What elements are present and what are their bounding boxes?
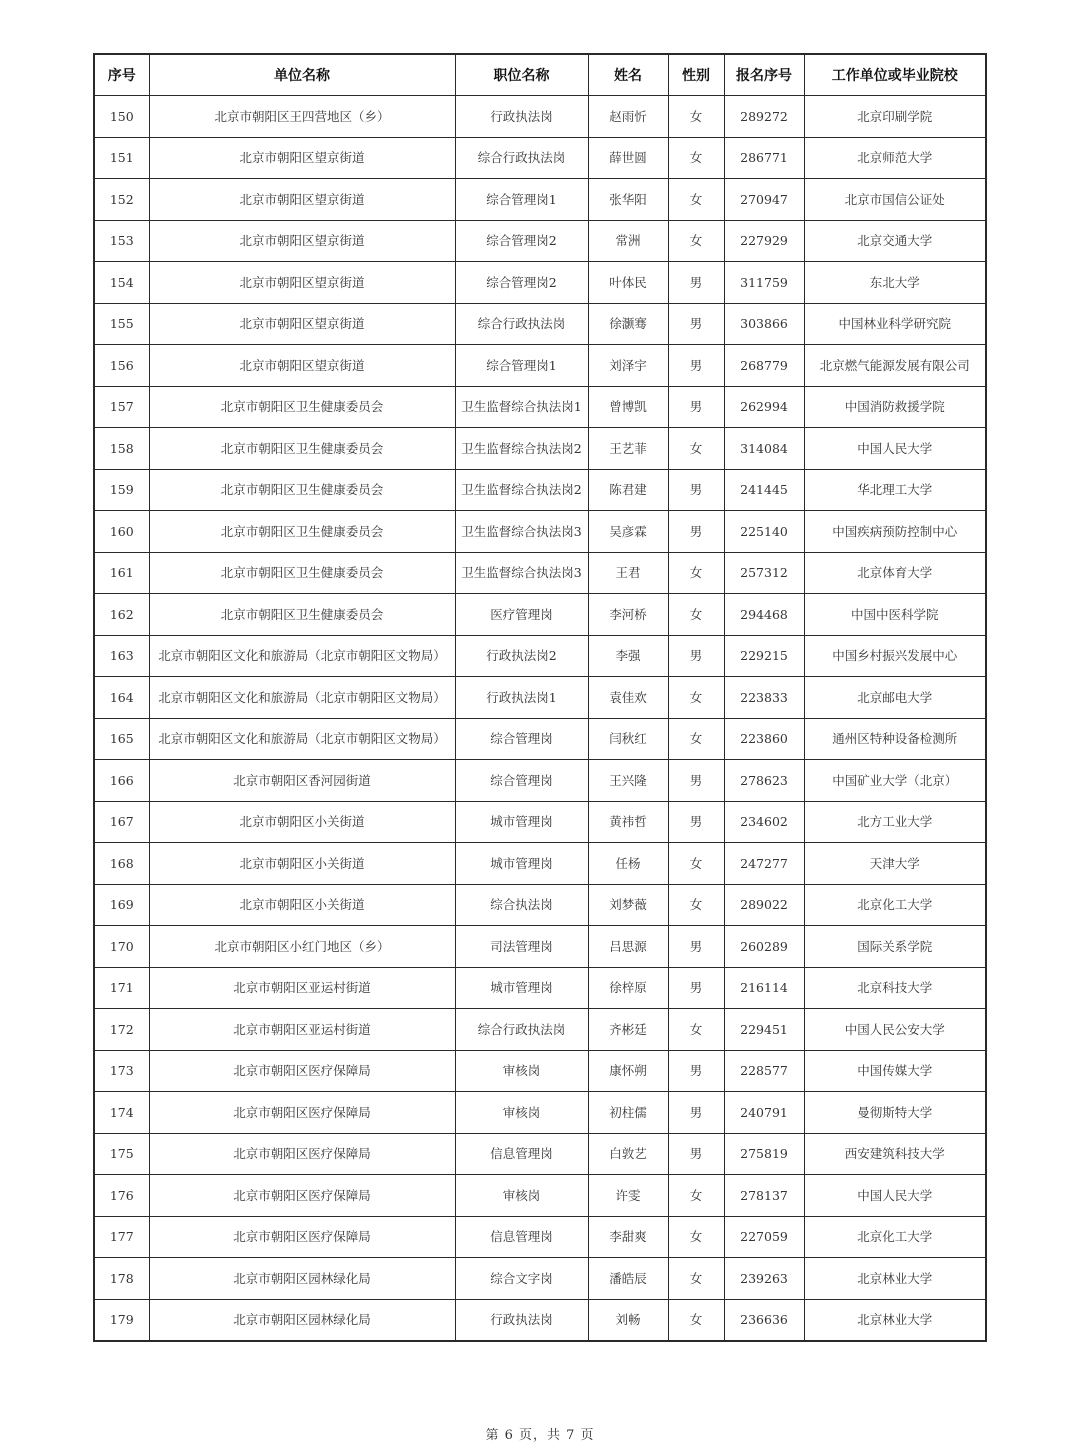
cell-position: 行政执法岗2	[455, 635, 588, 677]
cell-unit: 北京市朝阳区文化和旅游局（北京市朝阳区文物局）	[149, 677, 455, 719]
cell-position: 信息管理岗	[455, 1133, 588, 1175]
cell-name: 刘畅	[588, 1299, 668, 1341]
table-row	[94, 1050, 986, 1092]
cell-unit: 北京市朝阳区小关街道	[149, 801, 455, 843]
cell-serial: 155	[94, 303, 149, 345]
cell-gender: 男	[668, 1092, 724, 1134]
cell-unit: 北京市朝阳区卫生健康委员会	[149, 386, 455, 428]
table-row	[94, 843, 986, 885]
cell-unit: 北京市朝阳区卫生健康委员会	[149, 594, 455, 636]
cell-registration-no: 234602	[724, 801, 804, 843]
cell-serial: 169	[94, 884, 149, 926]
table-row	[94, 511, 986, 553]
cell-name: 李强	[588, 635, 668, 677]
cell-serial: 159	[94, 469, 149, 511]
cell-registration-no: 229451	[724, 1009, 804, 1051]
cell-registration-no: 289272	[724, 96, 804, 138]
cell-gender: 男	[668, 303, 724, 345]
cell-registration-no: 294468	[724, 594, 804, 636]
cell-employer-school: 天津大学	[804, 843, 986, 885]
cell-employer-school: 北京燃气能源发展有限公司	[804, 345, 986, 387]
cell-unit: 北京市朝阳区亚运村街道	[149, 967, 455, 1009]
cell-name: 任杨	[588, 843, 668, 885]
cell-unit: 北京市朝阳区医疗保障局	[149, 1216, 455, 1258]
cell-position: 综合行政执法岗	[455, 137, 588, 179]
cell-serial: 161	[94, 552, 149, 594]
cell-employer-school: 中国传媒大学	[804, 1050, 986, 1092]
cell-employer-school: 北京林业大学	[804, 1258, 986, 1300]
cell-registration-no: 270947	[724, 179, 804, 221]
cell-unit: 北京市朝阳区园林绿化局	[149, 1299, 455, 1341]
cell-position: 综合行政执法岗	[455, 303, 588, 345]
cell-unit: 北京市朝阳区望京街道	[149, 179, 455, 221]
cell-position: 城市管理岗	[455, 967, 588, 1009]
cell-serial: 163	[94, 635, 149, 677]
cell-serial: 178	[94, 1258, 149, 1300]
cell-position: 城市管理岗	[455, 801, 588, 843]
cell-position: 城市管理岗	[455, 843, 588, 885]
cell-employer-school: 北京印刷学院	[804, 96, 986, 138]
cell-gender: 女	[668, 428, 724, 470]
cell-employer-school: 北京体育大学	[804, 552, 986, 594]
cell-gender: 男	[668, 1133, 724, 1175]
cell-employer-school: 通州区特种设备检测所	[804, 718, 986, 760]
cell-unit: 北京市朝阳区卫生健康委员会	[149, 552, 455, 594]
cell-gender: 女	[668, 137, 724, 179]
cell-unit: 北京市朝阳区医疗保障局	[149, 1133, 455, 1175]
cell-unit: 北京市朝阳区望京街道	[149, 262, 455, 304]
table-row	[94, 635, 986, 677]
cell-employer-school: 中国乡村振兴发展中心	[804, 635, 986, 677]
table-row	[94, 801, 986, 843]
cell-registration-no: 225140	[724, 511, 804, 553]
cell-registration-no: 223833	[724, 677, 804, 719]
cell-gender: 女	[668, 677, 724, 719]
cell-gender: 女	[668, 1299, 724, 1341]
cell-position: 综合管理岗	[455, 718, 588, 760]
cell-name: 徐梓原	[588, 967, 668, 1009]
cell-name: 王兴隆	[588, 760, 668, 802]
cell-position: 行政执法岗1	[455, 677, 588, 719]
cell-name: 曾博凯	[588, 386, 668, 428]
cell-employer-school: 华北理工大学	[804, 469, 986, 511]
cell-gender: 女	[668, 552, 724, 594]
cell-serial: 156	[94, 345, 149, 387]
cell-unit: 北京市朝阳区医疗保障局	[149, 1175, 455, 1217]
cell-position: 卫生监督综合执法岗2	[455, 428, 588, 470]
table-row	[94, 1216, 986, 1258]
cell-registration-no: 303866	[724, 303, 804, 345]
cell-gender: 男	[668, 262, 724, 304]
cell-gender: 女	[668, 718, 724, 760]
cell-registration-no: 229215	[724, 635, 804, 677]
header-serial: 序号	[94, 54, 149, 96]
table-header-row	[94, 54, 986, 96]
cell-position: 综合管理岗2	[455, 262, 588, 304]
cell-unit: 北京市朝阳区小关街道	[149, 843, 455, 885]
cell-registration-no: 227929	[724, 220, 804, 262]
table-body	[94, 96, 986, 1342]
cell-name: 吕思源	[588, 926, 668, 968]
cell-unit: 北京市朝阳区卫生健康委员会	[149, 511, 455, 553]
cell-name: 白敦艺	[588, 1133, 668, 1175]
cell-unit: 北京市朝阳区园林绿化局	[149, 1258, 455, 1300]
cell-name: 闫秋红	[588, 718, 668, 760]
cell-serial: 173	[94, 1050, 149, 1092]
table-row	[94, 428, 986, 470]
cell-employer-school: 北京化工大学	[804, 1216, 986, 1258]
cell-unit: 北京市朝阳区卫生健康委员会	[149, 469, 455, 511]
cell-position: 综合管理岗1	[455, 179, 588, 221]
cell-registration-no: 227059	[724, 1216, 804, 1258]
table-row	[94, 220, 986, 262]
cell-unit: 北京市朝阳区亚运村街道	[149, 1009, 455, 1051]
cell-registration-no: 278623	[724, 760, 804, 802]
table-row	[94, 926, 986, 968]
cell-gender: 女	[668, 1175, 724, 1217]
table-row	[94, 262, 986, 304]
cell-position: 审核岗	[455, 1092, 588, 1134]
cell-position: 卫生监督综合执法岗2	[455, 469, 588, 511]
table-row	[94, 594, 986, 636]
cell-serial: 176	[94, 1175, 149, 1217]
cell-serial: 160	[94, 511, 149, 553]
cell-employer-school: 北京师范大学	[804, 137, 986, 179]
table-row	[94, 1175, 986, 1217]
table-row	[94, 1092, 986, 1134]
candidate-table	[93, 53, 987, 1342]
cell-position: 司法管理岗	[455, 926, 588, 968]
cell-employer-school: 北京林业大学	[804, 1299, 986, 1341]
header-name: 姓名	[588, 54, 668, 96]
cell-position: 审核岗	[455, 1175, 588, 1217]
cell-serial: 171	[94, 967, 149, 1009]
table-row	[94, 967, 986, 1009]
cell-position: 行政执法岗	[455, 1299, 588, 1341]
cell-unit: 北京市朝阳区王四营地区（乡）	[149, 96, 455, 138]
cell-registration-no: 262994	[724, 386, 804, 428]
cell-serial: 168	[94, 843, 149, 885]
table-row	[94, 718, 986, 760]
cell-serial: 150	[94, 96, 149, 138]
table-row	[94, 96, 986, 138]
cell-unit: 北京市朝阳区医疗保障局	[149, 1092, 455, 1134]
cell-serial: 167	[94, 801, 149, 843]
cell-name: 齐彬廷	[588, 1009, 668, 1051]
cell-name: 康怀朔	[588, 1050, 668, 1092]
cell-registration-no: 240791	[724, 1092, 804, 1134]
cell-serial: 157	[94, 386, 149, 428]
cell-position: 行政执法岗	[455, 96, 588, 138]
table-row	[94, 1009, 986, 1051]
cell-position: 卫生监督综合执法岗3	[455, 552, 588, 594]
header-employer-school: 工作单位或毕业院校	[804, 54, 986, 96]
cell-name: 初柱儒	[588, 1092, 668, 1134]
cell-registration-no: 275819	[724, 1133, 804, 1175]
cell-employer-school: 北京科技大学	[804, 967, 986, 1009]
cell-registration-no: 286771	[724, 137, 804, 179]
cell-registration-no: 239263	[724, 1258, 804, 1300]
cell-unit: 北京市朝阳区文化和旅游局（北京市朝阳区文物局）	[149, 635, 455, 677]
table-row	[94, 303, 986, 345]
cell-gender: 男	[668, 760, 724, 802]
cell-employer-school: 中国消防救援学院	[804, 386, 986, 428]
cell-serial: 158	[94, 428, 149, 470]
table-row	[94, 552, 986, 594]
cell-registration-no: 260289	[724, 926, 804, 968]
cell-serial: 164	[94, 677, 149, 719]
cell-position: 综合管理岗2	[455, 220, 588, 262]
cell-employer-school: 北京化工大学	[804, 884, 986, 926]
table-row	[94, 760, 986, 802]
cell-name: 黄祎哲	[588, 801, 668, 843]
cell-registration-no: 278137	[724, 1175, 804, 1217]
cell-name: 李甜爽	[588, 1216, 668, 1258]
cell-serial: 174	[94, 1092, 149, 1134]
cell-employer-school: 中国矿业大学（北京）	[804, 760, 986, 802]
table-row	[94, 1133, 986, 1175]
cell-serial: 170	[94, 926, 149, 968]
cell-registration-no: 314084	[724, 428, 804, 470]
cell-registration-no: 241445	[724, 469, 804, 511]
cell-name: 潘皓辰	[588, 1258, 668, 1300]
cell-unit: 北京市朝阳区小关街道	[149, 884, 455, 926]
header-gender: 性别	[668, 54, 724, 96]
cell-employer-school: 东北大学	[804, 262, 986, 304]
page-number: 第 6 页，共 7 页	[485, 1428, 595, 1443]
cell-registration-no: 216114	[724, 967, 804, 1009]
cell-name: 王君	[588, 552, 668, 594]
cell-position: 审核岗	[455, 1050, 588, 1092]
table-row	[94, 1258, 986, 1300]
cell-position: 综合管理岗	[455, 760, 588, 802]
cell-unit: 北京市朝阳区小红门地区（乡）	[149, 926, 455, 968]
cell-name: 许雯	[588, 1175, 668, 1217]
cell-gender: 女	[668, 1258, 724, 1300]
cell-employer-school: 北京市国信公证处	[804, 179, 986, 221]
cell-position: 卫生监督综合执法岗3	[455, 511, 588, 553]
cell-position: 综合执法岗	[455, 884, 588, 926]
cell-serial: 153	[94, 220, 149, 262]
cell-serial: 179	[94, 1299, 149, 1341]
cell-registration-no: 223860	[724, 718, 804, 760]
cell-unit: 北京市朝阳区望京街道	[149, 137, 455, 179]
cell-gender: 女	[668, 1216, 724, 1258]
cell-employer-school: 西安建筑科技大学	[804, 1133, 986, 1175]
cell-employer-school: 中国人民大学	[804, 428, 986, 470]
cell-gender: 男	[668, 635, 724, 677]
cell-name: 徐灏骞	[588, 303, 668, 345]
cell-serial: 165	[94, 718, 149, 760]
cell-gender: 女	[668, 96, 724, 138]
cell-serial: 177	[94, 1216, 149, 1258]
cell-unit: 北京市朝阳区望京街道	[149, 345, 455, 387]
cell-gender: 男	[668, 345, 724, 387]
cell-name: 薛世圆	[588, 137, 668, 179]
table-row	[94, 345, 986, 387]
cell-name: 叶体民	[588, 262, 668, 304]
cell-name: 常洲	[588, 220, 668, 262]
cell-position: 卫生监督综合执法岗1	[455, 386, 588, 428]
cell-name: 王艺菲	[588, 428, 668, 470]
cell-gender: 男	[668, 511, 724, 553]
table-row	[94, 179, 986, 221]
cell-unit: 北京市朝阳区望京街道	[149, 303, 455, 345]
cell-serial: 154	[94, 262, 149, 304]
table-row	[94, 386, 986, 428]
cell-unit: 北京市朝阳区文化和旅游局（北京市朝阳区文物局）	[149, 718, 455, 760]
cell-serial: 175	[94, 1133, 149, 1175]
cell-position: 综合行政执法岗	[455, 1009, 588, 1051]
cell-unit: 北京市朝阳区望京街道	[149, 220, 455, 262]
cell-gender: 女	[668, 220, 724, 262]
cell-gender: 女	[668, 1009, 724, 1051]
cell-employer-school: 曼彻斯特大学	[804, 1092, 986, 1134]
table-row	[94, 677, 986, 719]
cell-gender: 女	[668, 884, 724, 926]
cell-name: 刘梦薇	[588, 884, 668, 926]
cell-employer-school: 北方工业大学	[804, 801, 986, 843]
cell-employer-school: 国际关系学院	[804, 926, 986, 968]
cell-registration-no: 257312	[724, 552, 804, 594]
cell-position: 医疗管理岗	[455, 594, 588, 636]
cell-serial: 151	[94, 137, 149, 179]
cell-name: 赵雨忻	[588, 96, 668, 138]
cell-serial: 152	[94, 179, 149, 221]
cell-registration-no: 268779	[724, 345, 804, 387]
cell-employer-school: 中国林业科学研究院	[804, 303, 986, 345]
cell-name: 李河桥	[588, 594, 668, 636]
cell-position: 信息管理岗	[455, 1216, 588, 1258]
cell-employer-school: 中国疾病预防控制中心	[804, 511, 986, 553]
cell-name: 袁佳欢	[588, 677, 668, 719]
cell-registration-no: 311759	[724, 262, 804, 304]
cell-gender: 男	[668, 1050, 724, 1092]
cell-gender: 女	[668, 594, 724, 636]
table-row	[94, 469, 986, 511]
cell-gender: 男	[668, 386, 724, 428]
cell-name: 陈君建	[588, 469, 668, 511]
cell-gender: 女	[668, 843, 724, 885]
cell-serial: 172	[94, 1009, 149, 1051]
header-unit: 单位名称	[149, 54, 455, 96]
cell-name: 张华阳	[588, 179, 668, 221]
cell-employer-school: 中国人民大学	[804, 1175, 986, 1217]
cell-employer-school: 北京交通大学	[804, 220, 986, 262]
cell-registration-no: 247277	[724, 843, 804, 885]
cell-employer-school: 北京邮电大学	[804, 677, 986, 719]
cell-unit: 北京市朝阳区卫生健康委员会	[149, 428, 455, 470]
cell-gender: 男	[668, 967, 724, 1009]
cell-employer-school: 中国中医科学院	[804, 594, 986, 636]
cell-employer-school: 中国人民公安大学	[804, 1009, 986, 1051]
cell-serial: 162	[94, 594, 149, 636]
cell-registration-no: 289022	[724, 884, 804, 926]
cell-unit: 北京市朝阳区医疗保障局	[149, 1050, 455, 1092]
cell-gender: 男	[668, 926, 724, 968]
table-row	[94, 137, 986, 179]
cell-position: 综合管理岗1	[455, 345, 588, 387]
cell-unit: 北京市朝阳区香河园街道	[149, 760, 455, 802]
table-row	[94, 1299, 986, 1341]
cell-gender: 男	[668, 469, 724, 511]
cell-serial: 166	[94, 760, 149, 802]
cell-registration-no: 228577	[724, 1050, 804, 1092]
cell-registration-no: 236636	[724, 1299, 804, 1341]
cell-position: 综合文字岗	[455, 1258, 588, 1300]
header-position: 职位名称	[455, 54, 588, 96]
header-registration-no: 报名序号	[724, 54, 804, 96]
cell-gender: 男	[668, 801, 724, 843]
cell-name: 刘泽宇	[588, 345, 668, 387]
cell-name: 吴彦霖	[588, 511, 668, 553]
table-row	[94, 884, 986, 926]
cell-gender: 女	[668, 179, 724, 221]
